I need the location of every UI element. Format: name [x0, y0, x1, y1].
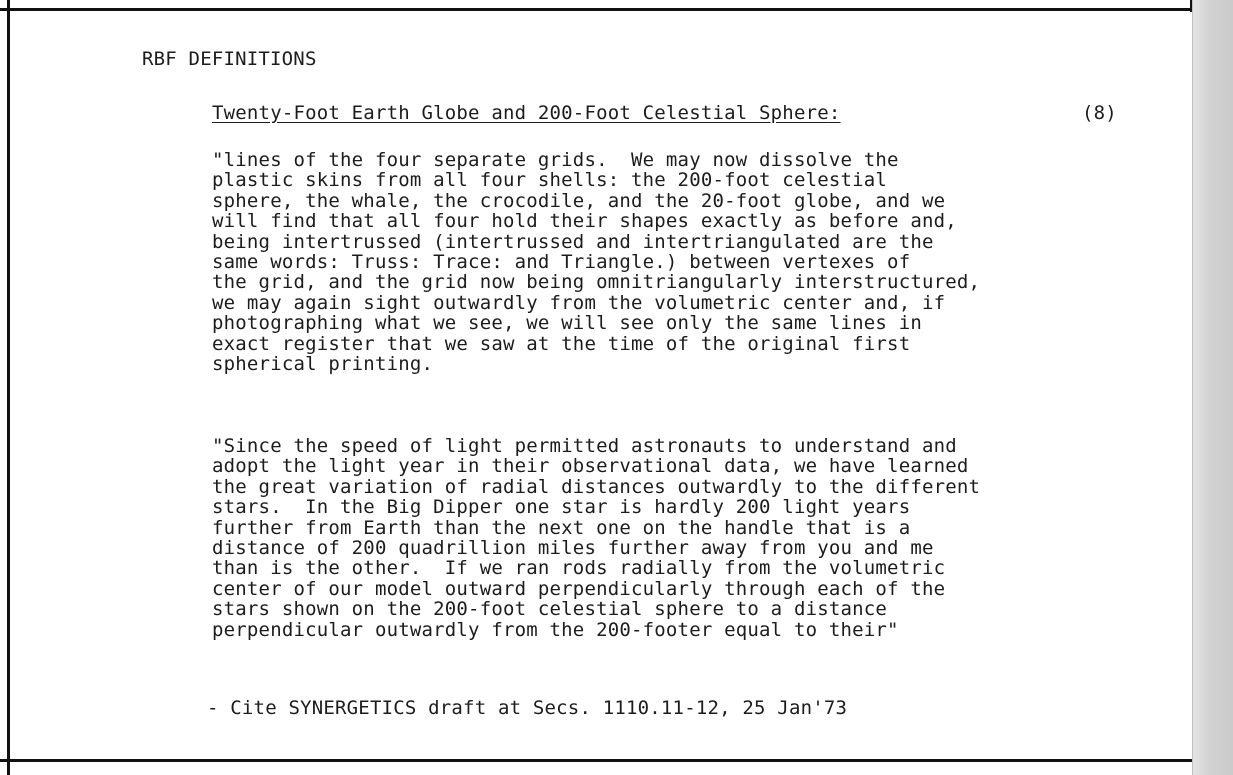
- entry-number: (8): [1082, 102, 1117, 124]
- entry-title: [212, 102, 841, 124]
- card-left-rule: [7, 0, 10, 775]
- scan-page-edge: [1193, 0, 1233, 775]
- card-bottom-rule: [0, 759, 1200, 762]
- card-heading: RBF DEFINITIONS: [142, 48, 317, 70]
- entry-title-text: Twenty-Foot Earth Globe and 200-Foot Celestial Sphere: [212, 102, 829, 124]
- entry-title-colon: :: [828, 102, 841, 124]
- quote-paragraph-2: "Since the speed of light permitted astronauts to understand and adopt the light year in their observational data, we have learned the great variation of radial distances outwardly to the different stars. In the Big Dipper one star is hardly 200 light years further from Earth than the next one on the handle that is a distance of 200 quadrillion miles further away from you and me than is the other. If we ran rods radially from the volumetric center of our model outward perpendicularly through each of the stars shown on the 200-foot celestial sphere to a distance perpendicular outwardly from the 200-footer equal to their": [212, 435, 981, 641]
- quote-paragraph-1: "lines of the four separate grids. We may now dissolve the plastic skins from all four shells: the 200-foot celestial sphere, the whale, the crocodile, and the 20-foot globe, and we will find that all four hold their shapes exactly as before and, being intertrussed (intertrussed and intertriangulated are the same words: Truss: Trace: and Triangle.) between vertexes of the grid, and the grid now being omnitriangularly interstructured, we may again sight outwardly from the volumetric center and, if photographing what we see, we will see only the same lines in exact register that we saw at the time of the original first spherical printing.: [212, 149, 981, 376]
- citation: - Cite SYNERGETICS draft at Secs. 1110.11-12, 25 Jan'73: [207, 697, 848, 719]
- card-top-rule: [0, 8, 1200, 11]
